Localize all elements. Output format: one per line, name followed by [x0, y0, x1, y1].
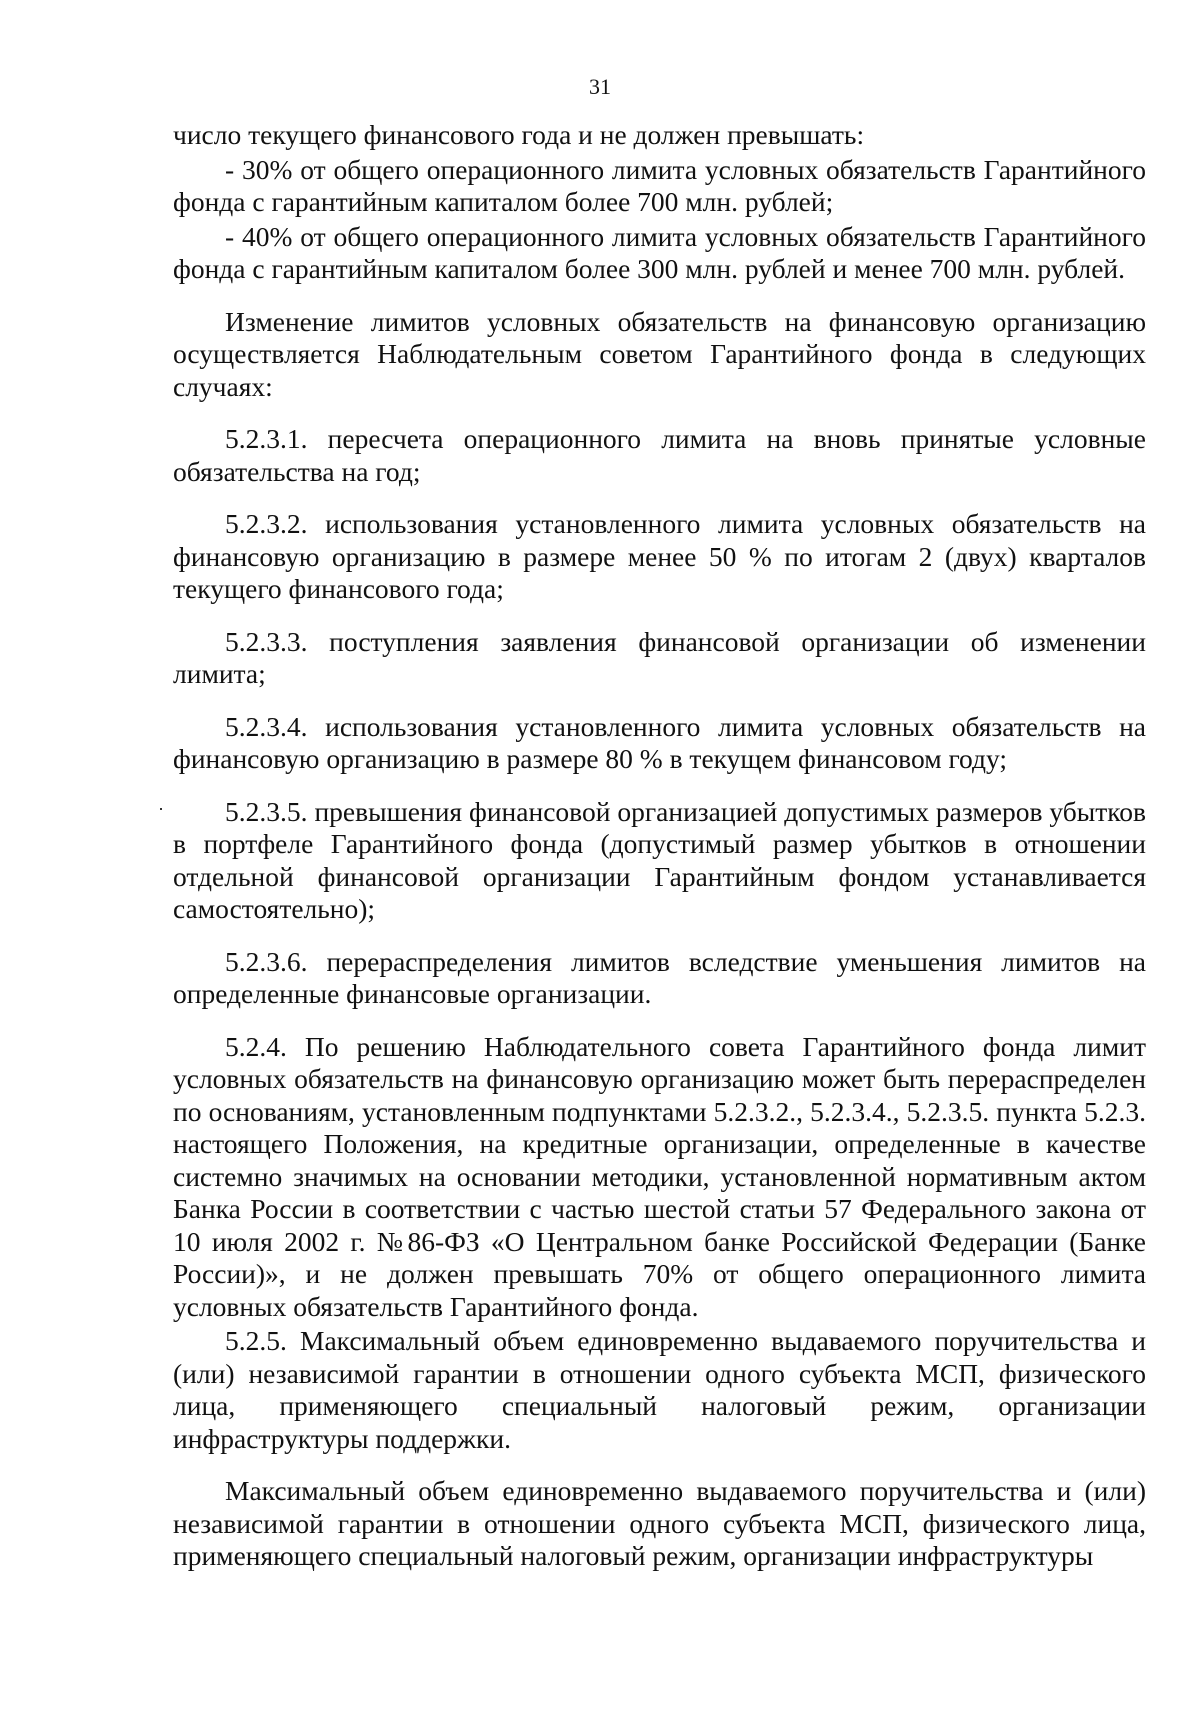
paragraph-5-2-3-4: 5.2.3.4. использования установленного лимита условных обязательств на финансовую организацию в размере 80 % в текущем финансовом году; [173, 710, 1146, 774]
paragraph-bullet-30: - 30% от общего операционного лимита условных обязательств Гарантийного фонда с гарантийным капиталом более 700 млн. рублей; [173, 153, 1146, 217]
paragraph-continuation: число текущего финансового года и не должен превышать: [173, 119, 865, 150]
paragraph-5-2-4: 5.2.4. По решению Наблюдательного совета Гарантийного фонда лимит условных обязательств на финансовую организацию может быть перераспределен по основаниям, установленным подпунктами 5.2.3.2., 5.2.3.4., 5.2.3.5. пункта 5.2.3. настоящего Положения, на кредитные организации, определенные в качестве системно значимых на основании методики, установленной нормативным актом Банка России в соответствии с частью шестой статьи 57 Федерального закона от 10 июля 2002 г. №86-ФЗ «О Центральном банке Российской Федерации (Банке России)», и не должен превышать 70% от общего операционного лимита условных обязательств Гарантийного фонда. [173, 1030, 1146, 1322]
page-number: 31 [589, 74, 611, 99]
scan-artifact-dot [160, 808, 162, 810]
paragraph-limit-change: Изменение лимитов условных обязательств на финансовую организацию осуществляется Наблюдательным советом Гарантийного фонда в следующих случаях: [173, 305, 1146, 402]
document-body [173, 119, 1146, 1573]
paragraph-5-2-3-3: 5.2.3.3. поступления заявления финансовой организации об изменении лимита; [173, 625, 1146, 689]
paragraph-5-2-3-1: 5.2.3.1. пересчета операционного лимита на вновь принятые условные обязательства на год; [173, 423, 1146, 487]
paragraph-bullet-40: - 40% от общего операционного лимита условных обязательств Гарантийного фонда с гарантийным капиталом более 300 млн. рублей и менее 700 млн. рублей. [173, 220, 1146, 284]
paragraph-5-2-5: 5.2.5. Максимальный объем единовременно выдаваемого поручительства и (или) независимой гарантии в отношении одного субъекта МСП, физического лица, применяющего специальный налоговый режим, организации инфраструктуры поддержки. [173, 1325, 1146, 1454]
paragraph-max-volume: Максимальный объем единовременно выдаваемого поручительства и (или) независимой гарантии в отношении одного субъекта МСП, физического лица, применяющего специальный налоговый режим, организации инфраструктуры [173, 1475, 1146, 1571]
paragraph-5-2-3-2: 5.2.3.2. использования установленного лимита условных обязательств на финансовую организацию в размере менее 50 % по итогам 2 (двух) кварталов текущего финансового года; [173, 508, 1146, 604]
paragraph-5-2-3-6: 5.2.3.6. перераспределения лимитов вследствие уменьшения лимитов на определенные финансовые организации. [173, 945, 1146, 1009]
paragraph-5-2-3-5: 5.2.3.5. превышения финансовой организацией допустимых размеров убытков в портфеле Гарантийного фонда (допустимый размер убытков в отношении отдельной финансовой организации Гарантийным фондом устанавливается самостоятельно); [173, 795, 1146, 924]
